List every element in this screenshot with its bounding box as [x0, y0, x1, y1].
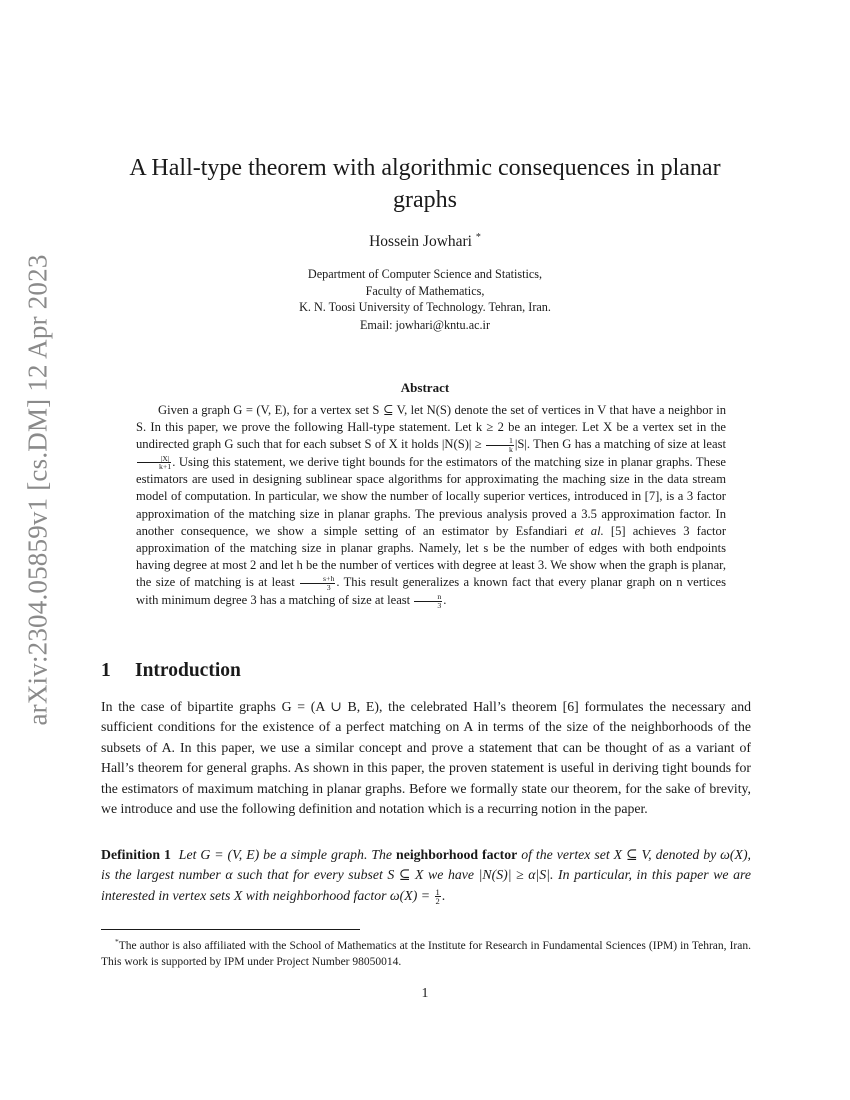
paper-title: A Hall-type theorem with algorithmic consequences in planar graphs	[129, 155, 721, 213]
abstract-text: Given a graph G = (V, E), for a vertex set S ⊆ V, let N(S) denote the set of vertices in V that have a neighbor in S. In this paper, we prove the following Hall-type statement. Let k ≥ 2 be an integer. Let X be a vertex set in the undirected graph G such that for each subset S of X it holds |N(S)| ≥	[136, 403, 726, 452]
arxiv-identifier: arXiv:2304.05859v1 [cs.DM] 12 Apr 2023	[22, 254, 53, 726]
definition-1	[101, 845, 751, 906]
author-email: Email: jowhari@kntu.ac.ir	[359, 317, 491, 332]
fraction-x-over-k1: $\frac{|X|}{k+1}$	[137, 455, 171, 472]
definition-text: .	[441, 887, 446, 903]
footnote-rule	[101, 929, 360, 930]
section-number: 1	[101, 660, 111, 681]
fraction-1-over-k: $\frac{1}{k}$	[486, 437, 514, 454]
abstract-text: .	[443, 592, 447, 607]
fraction-one-half: $\frac{1}{2}$	[435, 886, 440, 907]
abstract-text: . Using this statement, we derive tight bounds for the estimators of the matching size in planar graphs. These estimators are used in designing sublinear space algorithms for approximating the maching size in the data stream model of computation. In particular, we show the number of locally superior vertices, introduced in [7], is a 3 factor approximation of the matching size in planar graphs. The previous analysis proved a 3.5 approximation factor. In another consequence, we show a simple setting of an estimator by Esfandiari	[136, 454, 726, 538]
et-al: et al.	[574, 523, 604, 538]
footnote-text: The author is also affiliated with the School of Mathematics at the Institute for Research in Fundamental Sciences (IPM) in Tehran, Iran. This work is supported by IPM under Project Number 98050014.	[101, 939, 751, 968]
abstract-paragraph	[136, 402, 726, 609]
abstract-body	[136, 402, 726, 609]
introduction-paragraph: In the case of bipartite graphs G = (A ∪ B, E), the celebrated Hall’s theorem [6] formulates the necessary and sufficient conditions for the existence of a perfect matching on A in terms of the size of the neighborhoods of the subsets of A. In this paper, we use a similar concept and prove a statement that can be thought of as a variant of Hall’s theorem for general graphs. As shown in this paper, the proven statement is useful in deriving tight bounds for the estimators of maximum matching in planar graphs. Before we formally state our theorem, for the sake of brevity, we introduce and use the following definition and notation which is a recurring notion in the paper.	[101, 699, 751, 817]
page-number: 1	[421, 985, 429, 1000]
footnote-mark: *	[115, 937, 119, 946]
affiliation-faculty: Faculty of Mathematics,	[365, 283, 485, 298]
introduction-body	[101, 697, 751, 819]
definition-label: Definition 1	[101, 847, 171, 862]
abstract-text: [5] achieves 3 factor approximation of the matching size in planar graphs. Namely, let s be the number of edges with both endpoints having degree at most 2 and let h be the number of vertices with degree at least 3. We show when the graph is planar, the size of matching is at least	[136, 523, 727, 590]
abstract-heading: Abstract	[400, 380, 450, 395]
affiliation-university: K. N. Toosi University of Technology. Tehran, Iran.	[299, 300, 551, 314]
defined-term: neighborhood factor	[396, 847, 518, 862]
affiliation-block	[0, 266, 850, 333]
abstract-text: |S|. Then G has a matching of size at least	[514, 437, 726, 452]
section-heading-introduction	[101, 660, 241, 682]
definition-text: of the vertex set X ⊆ V, denoted by ω(X), is the largest number α such that for every subset S ⊆ X we have |N(S)| ≥ α|S|. In particular, in this paper we are interested in vertex sets X with neighborhood factor ω(X) =	[101, 847, 751, 903]
fraction-s-plus-h-over-3: $\frac{s+h}{3}$	[300, 575, 335, 592]
definition-paragraph	[101, 845, 751, 906]
abstract-text: . This result generalizes a known fact that every planar graph on n vertices with minimum degree 3 has a matching of size at least	[136, 575, 726, 607]
section-title: Introduction	[135, 660, 241, 681]
author-footnote-mark: *	[475, 232, 481, 243]
fraction-n-over-3: $\frac{n}{3}$	[414, 593, 442, 610]
author-name: Hossein Jowhari	[369, 233, 472, 251]
footnote-paragraph	[101, 934, 751, 970]
affiliation-department: Department of Computer Science and Statistics,	[307, 267, 543, 281]
definition-text: Let G = (V, E) be a simple graph. The	[178, 847, 397, 862]
footnote	[101, 934, 751, 970]
author-line	[0, 232, 850, 251]
